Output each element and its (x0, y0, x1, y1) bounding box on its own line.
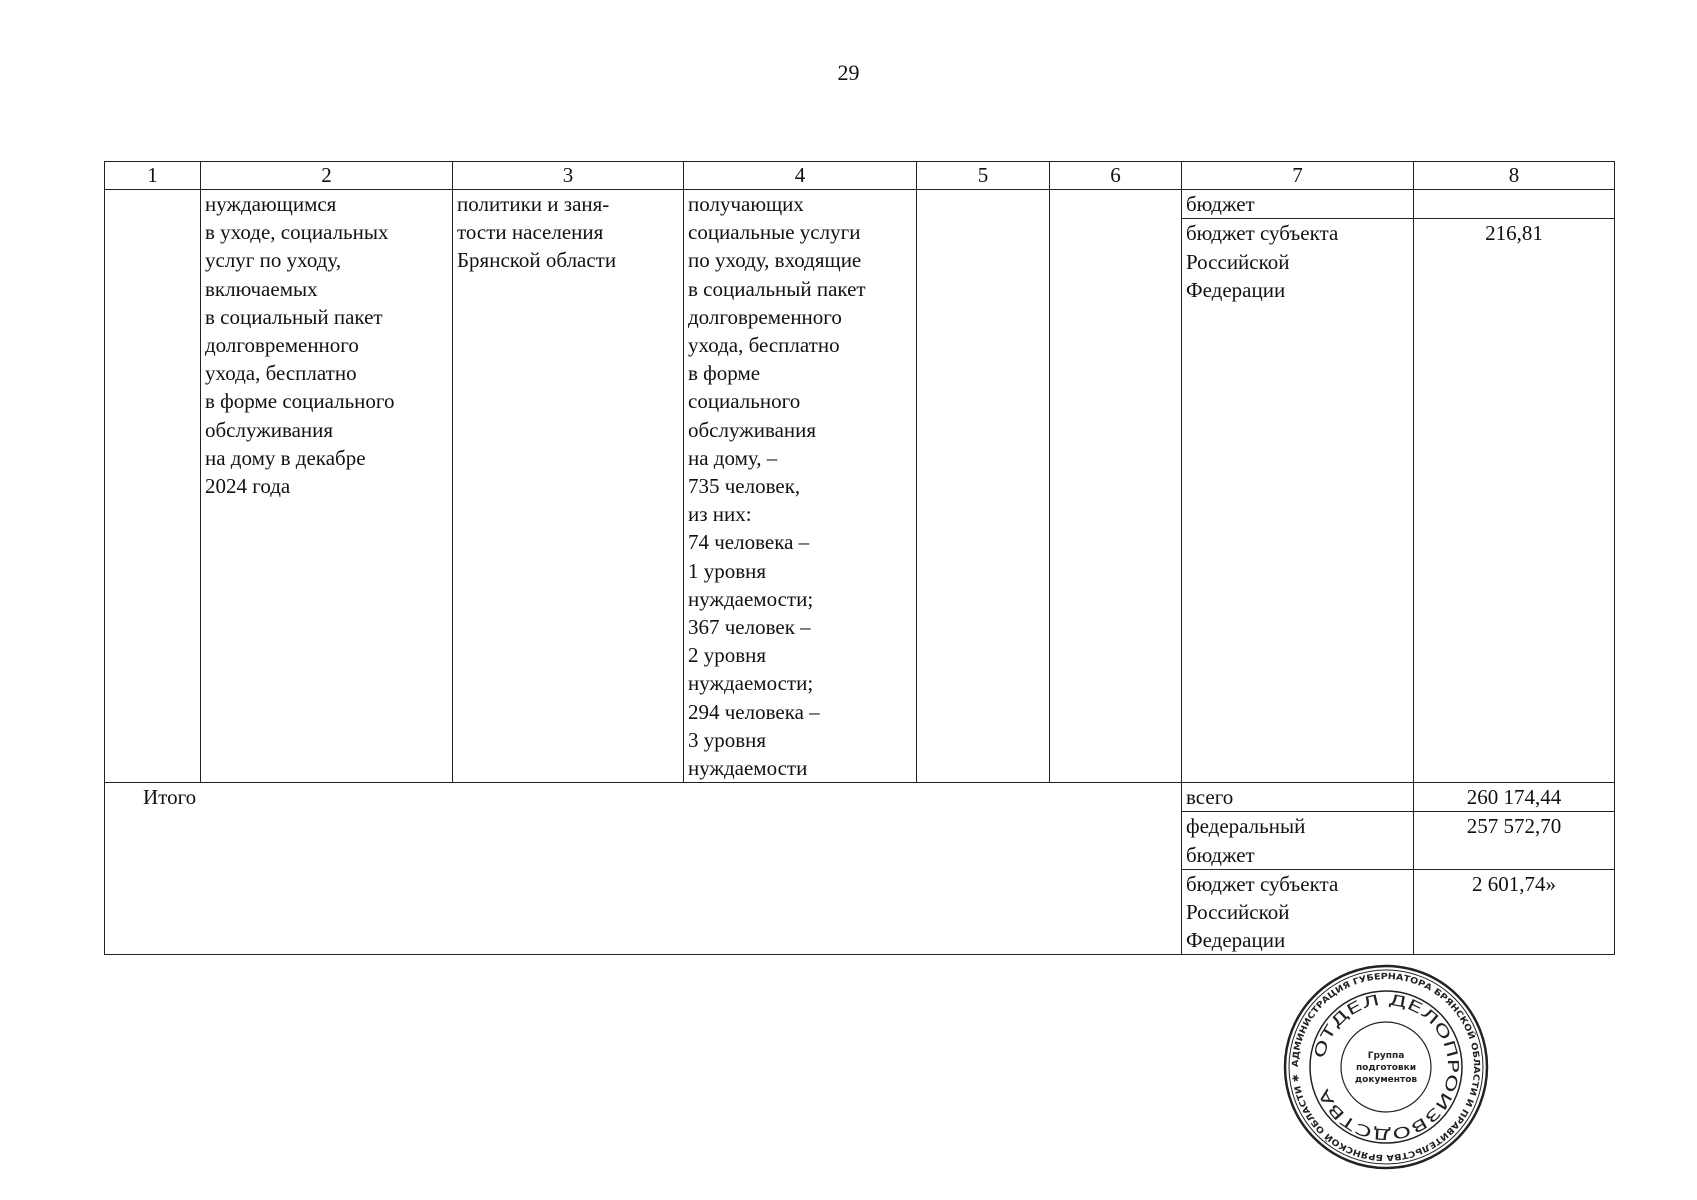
cell-source-budget: бюджет (1182, 190, 1414, 219)
budget-table (104, 161, 1615, 955)
total-amount-all: 260 174,44 (1414, 783, 1615, 812)
total-source-regional: бюджет субъекта Российской Федерации (1182, 869, 1414, 955)
cell-line: ухода, бесплатно (688, 333, 840, 358)
cell-line: на дому, – (688, 445, 778, 470)
header-cell-1: 1 (105, 162, 201, 190)
stamp-outer-text: АДМИНИСТРАЦИЯ ГУБЕРНАТОРА БРЯНСКОЙ ОБЛАСТИ И ПРАВИТЕЛЬСТВА БРЯНСКОЙ ОБЛАСТИ ✱ (1290, 971, 1482, 1163)
header-cell-7: 7 (1182, 162, 1414, 190)
stamp-middle-text: ОТДЕЛ ДЕЛОПРОИЗВОДСТВА (1310, 990, 1463, 1144)
cell-line: нуждающимся (205, 192, 337, 216)
total-row (105, 783, 1615, 812)
cell-amount-regional: 216,81 (1414, 219, 1615, 783)
cell-line: нуждаемости; (688, 586, 814, 611)
cell-line: услуг по уходу, (205, 248, 342, 273)
total-source-federal: федеральный бюджет (1182, 812, 1414, 869)
cell-line: в форме социального (205, 389, 395, 414)
cell-col5 (917, 190, 1050, 783)
cell-line: из них: (688, 502, 752, 527)
cell-line: 1 уровня (688, 558, 767, 583)
cell-line: ухода, бесплатно (205, 361, 357, 386)
header-cell-3: 3 (453, 162, 684, 190)
cell-line: в социальный пакет (688, 276, 866, 301)
table-header-row (105, 162, 1615, 190)
cell-line: по уходу, входящие (688, 248, 862, 273)
cell-source-regional: бюджет субъекта Российской Федерации (1182, 219, 1414, 783)
table-row (105, 190, 1615, 219)
cell-line: 74 человека – (688, 530, 810, 555)
cell-line: обслуживания (688, 417, 817, 442)
cell-line: в социальный пакет (205, 304, 383, 329)
total-label: Итого (105, 783, 1182, 955)
total-amount-federal: 257 572,70 (1414, 812, 1615, 869)
page-number: 29 (837, 60, 860, 85)
cell-line: обслуживания (205, 417, 334, 442)
cell-line: нуждаемости; (688, 671, 814, 696)
cell-indicator (684, 190, 917, 783)
cell-line: на дому в декабре (205, 445, 366, 470)
stamp-center-line-3: документов (1354, 1075, 1418, 1085)
header-cell-6: 6 (1050, 162, 1182, 190)
total-source-all: всего (1182, 783, 1414, 812)
cell-line: долговременного (688, 304, 842, 329)
cell-line: включаемых (205, 276, 318, 301)
stamp-center-line-1: Группа (1367, 1051, 1405, 1061)
cell-col1 (105, 190, 201, 783)
stamp-center-line-2: подготовки (1355, 1063, 1417, 1073)
cell-line: в уходе, социальных (205, 220, 389, 245)
cell-line: политики и заня- (457, 192, 610, 216)
cell-amount-budget (1414, 190, 1615, 219)
cell-col6 (1050, 190, 1182, 783)
header-cell-5: 5 (917, 162, 1050, 190)
cell-line: 2 уровня (688, 643, 767, 668)
cell-line: 2024 года (205, 474, 291, 499)
cell-line: тости населения (457, 220, 604, 245)
cell-line: социальные услуги (688, 220, 861, 245)
cell-line: 735 человек, (688, 474, 801, 499)
cell-line: нуждаемости (688, 756, 808, 781)
cell-executor (453, 190, 684, 783)
cell-line: 294 человека – (688, 699, 820, 724)
cell-line: долговременного (205, 333, 359, 358)
cell-description (201, 190, 453, 783)
cell-line: 3 уровня (688, 727, 767, 752)
office-stamp (1283, 964, 1489, 1170)
header-cell-4: 4 (684, 162, 917, 190)
cell-line: Брянской области (457, 248, 617, 273)
cell-line: получающих (688, 192, 804, 216)
header-cell-2: 2 (201, 162, 453, 190)
cell-line: 367 человек – (688, 615, 811, 640)
cell-line: в форме (688, 361, 761, 386)
header-cell-8: 8 (1414, 162, 1615, 190)
cell-line: социального (688, 389, 801, 414)
total-amount-regional: 2 601,74» (1414, 869, 1615, 955)
